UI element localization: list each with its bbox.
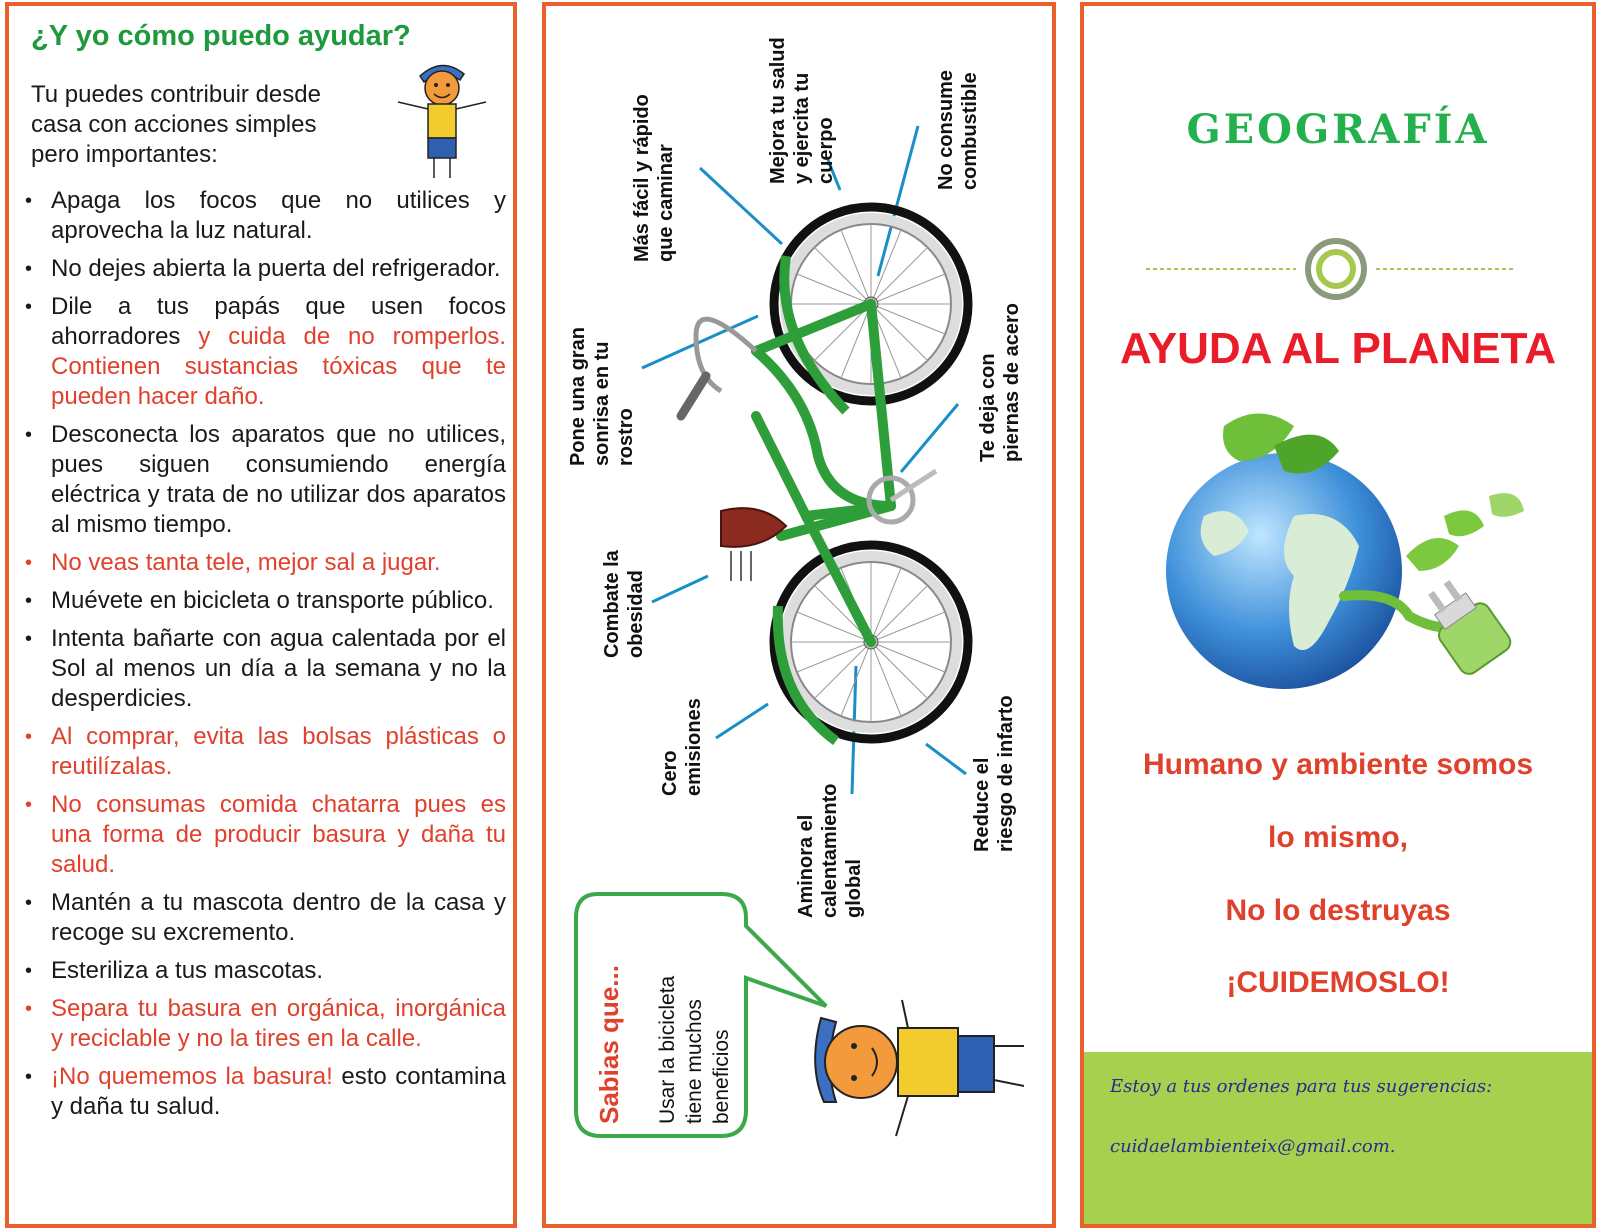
message-line-1: Humano y ambiente somos [1142,748,1534,781]
panel-heading: ¿Y yo cómo puedo ayudar? [31,20,411,52]
label-piernas: Te deja con piernas de acero [977,303,1023,462]
label-obesidad: Combate la obesidad [601,550,647,658]
list-item: • Intenta bañarte con agua calentada por el Sol al menos un día a la semana y no la desperdicies. [21,624,506,714]
label-sonrisa: Pone una gran sonrisa en tu rostro [567,327,637,466]
kid-drawing-large [815,1000,1024,1136]
message-line-2: lo mismo, [1267,821,1409,854]
tips-list [21,186,506,1130]
message-line-4: ¡CUIDEMOSLO! [1226,966,1450,999]
list-item: • Esteriliza a tus mascotas. [21,956,506,986]
list-item: • Mantén a tu mascota dentro de la casa y recoge su excremento. [21,888,506,948]
label-salud: Mejora tu salud y ejercita tu cuerpo [767,37,837,184]
list-item: • No veas tanta tele, mejor sal a jugar. [21,548,506,578]
label-combustible: No consume combustible [935,69,981,190]
list-item: • Apaga los focos que no utilices y aprovecha la luz natural. [21,186,506,246]
ornament-divider [1084,234,1592,304]
bubble-body: Usar la bicicleta tiene muchos beneficios [656,975,733,1124]
tips-panel [5,2,517,1228]
label-caminar: Más fácil y rápido que caminar [631,94,677,262]
kid-drawing-small [394,54,489,184]
contact-text: Estoy a tus ordenes para tus sugerencias: [1110,1076,1493,1097]
label-calentamiento: Aminora el calentamiento global [795,783,865,918]
list-item: • ¡No quememos la basura! esto contamina y daña tu salud. [21,1062,506,1122]
list-item: • Separa tu basura en orgánica, inorgánica y reciclable y no la tires en la calle. [21,994,506,1054]
bubble-title: Sabias que... [594,965,624,1124]
list-item: • No consumas comida chatarra pues es una forma de producir basura y daña tu salud. [21,790,506,880]
bicycle-benefits-panel [542,2,1056,1228]
cover-panel [1080,2,1596,1228]
contact-email[interactable]: cuidaelambienteix@gmail.com. [1110,1136,1396,1157]
main-title: AYUDA AL PLANETA [1120,324,1556,373]
message-line-3: No lo destruyas [1225,894,1451,927]
label-infarto: Reduce el riesgo de infarto [971,695,1017,852]
list-item: • No dejes abierta la puerta del refrigerador. [21,254,506,284]
intro-text: Tu puedes contribuir desde casa con acciones simples pero importantes: [31,81,321,168]
label-emisiones: Cero emisiones [659,698,705,796]
list-item: • Al comprar, evita las bolsas plásticas o reutilízalas. [21,722,506,782]
list-item: • Dile a tus papás que usen focos ahorradores y cuida de no romperlos. Contienen sustancias tóxicas que te pueden hacer daño. [21,292,506,412]
earth-plug-illustration [1144,406,1544,696]
list-item: • Muévete en bicicleta o transporte público. [21,586,506,616]
subject-title: GEOGRAFÍA [1186,106,1490,153]
list-item: • Desconecta los aparatos que no utilices, pues siguen consumiendo energía eléctrica y trata de no utilizar dos aparatos al mismo tiempo. [21,420,506,540]
contact-box [1084,1052,1592,1224]
